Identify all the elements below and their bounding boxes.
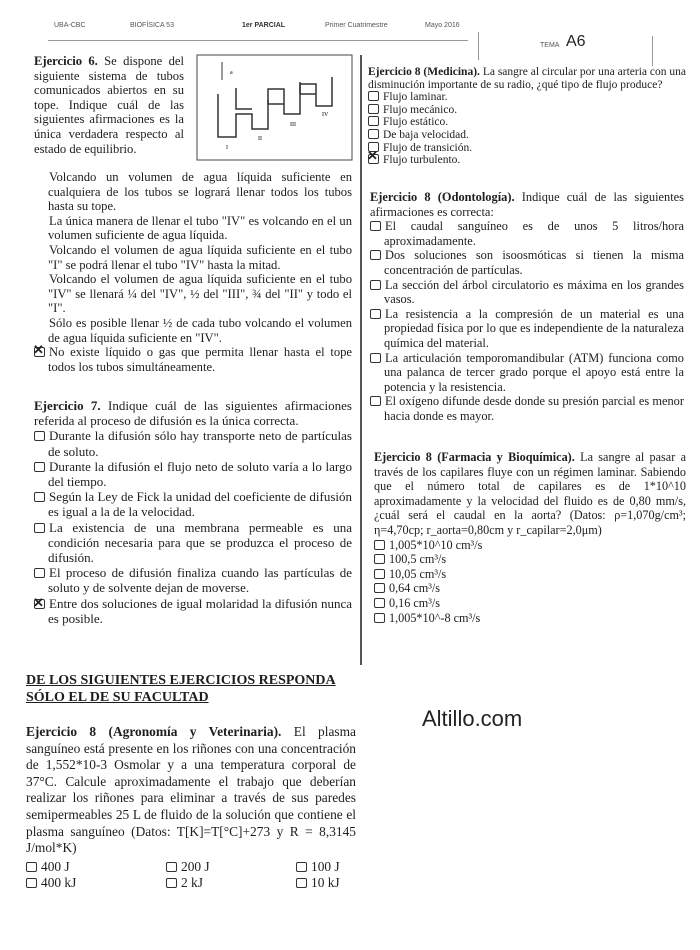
- option-text: Volcando un volumen de agua líquida suficiente en cualquiera de los tubos se logrará llenar todos los tubos hasta su tope.: [48, 170, 352, 214]
- checkbox[interactable]: [374, 540, 385, 550]
- header-exam: 1er PARCIAL: [242, 22, 286, 29]
- ej8-farma-intro: La sangre al pasar a través de los capilares fluye con un régimen laminar. Sabiendo que el número total de capilares es de 1*10^10 aproximadamente y la velocidad del fluido es de 0,80 mm/s, ¿cuál será el caudal en la aorta? (Datos: ρ=1,070g/cm³; η=4,70cp; r_aorta=0,80cm y r_capilar=2,0μm): [374, 450, 686, 537]
- ej8-med-option-marked[interactable]: [368, 154, 686, 167]
- checkbox[interactable]: [34, 568, 45, 578]
- ej6-option[interactable]: [34, 316, 352, 345]
- header-course: BIOFÍSICA 53: [130, 22, 174, 29]
- ej6-option[interactable]: [34, 272, 352, 316]
- header-divider: [652, 36, 653, 66]
- ej8-odonto-intro: Indique cuál de las siguientes afirmaciones es correcta:: [370, 190, 684, 219]
- option-text: Según la Ley de Fick la unidad del coeficiente de difusión es igual a la de la velocidad.: [48, 489, 352, 520]
- ej7-option[interactable]: [34, 428, 352, 458]
- ej8-farma-option[interactable]: [374, 581, 686, 596]
- option-text: Durante la difusión sólo hay transporte neto de partículas de soluto.: [48, 428, 352, 459]
- checkbox[interactable]: [166, 878, 177, 888]
- ej6-option[interactable]: [34, 170, 352, 214]
- diagram-label: III: [290, 122, 296, 128]
- ej8-agro-intro: El plasma sanguíneo está presente en los riñones con una concentración de 1,552*10-3 Osmolar y a una temperatura corporal de 37°C. Calcule aproximadamente el trabajo que deberían realizar los riñones para eliminar a través de sus paredes semipermeables 25 L de fluido de la solución que contiene el plasma sanguíneo (Datos: T[K]=T[°C]+273 y R = 8,3145 J/mol*K): [26, 724, 356, 856]
- header-divider: [478, 32, 479, 60]
- ej8-med-option[interactable]: [368, 104, 686, 117]
- ej8-odonto-option[interactable]: [370, 248, 684, 277]
- watermark: Altillo.com: [422, 706, 523, 731]
- option-text: Flujo turbulento.: [383, 154, 461, 167]
- option-text: Sólo es posible llenar ½ de cada tubo volcando el volumen de agua líquida suficiente en "IV".: [48, 315, 352, 345]
- checkbox[interactable]: [374, 598, 385, 608]
- checkbox[interactable]: [370, 309, 381, 319]
- ej8-farma-title: Ejercicio 8 (Farmacia y Bioquímica).: [374, 450, 575, 464]
- option-text: 400 J: [41, 858, 70, 874]
- ej8-agro-title: Ejercicio 8 (Agronomía y Veterinaria).: [26, 724, 282, 739]
- ej8-agro-option[interactable]: [296, 875, 356, 892]
- ej8-agro-option[interactable]: [26, 875, 166, 892]
- diagram-frame: [197, 55, 352, 160]
- ej8-odonto-option[interactable]: [370, 351, 684, 395]
- option-text: Dos soluciones son isoosmóticas si tienen la misma concentración de partículas.: [384, 248, 684, 277]
- ej7-intro: Indique cuál de las siguientes afirmaciones referida al proceso de difusión es la única correcta.: [34, 398, 352, 429]
- ej8-med-option[interactable]: [368, 116, 686, 129]
- ej7-option[interactable]: [34, 459, 352, 489]
- ej6-intro: Se dispone del siguiente sistema de tubos comunicados abiertos en su tope. Indique cuál de las siguientes afirmaciones es la única verdadera respecto al estado de equilibrio.: [34, 54, 184, 156]
- ej7-option[interactable]: [34, 565, 352, 595]
- ej8-agro-option[interactable]: [296, 859, 356, 876]
- option-text: 100,5 cm³/s: [389, 552, 447, 567]
- checkbox[interactable]: [34, 431, 45, 441]
- checkbox[interactable]: [34, 216, 45, 226]
- option-text: La sección del árbol circulatorio es máxima en los grandes vasos.: [384, 277, 684, 307]
- checkbox[interactable]: [34, 523, 45, 533]
- option-text: El proceso de difusión finaliza cuando las partículas de soluto y de solvente dejan de moverse.: [48, 565, 352, 596]
- ej7-block: [34, 398, 352, 626]
- ej7-option[interactable]: [34, 489, 352, 519]
- tema-value: A6: [566, 33, 586, 50]
- ej6-options: [34, 170, 352, 374]
- ej6-title: Ejercicio 6.: [34, 54, 98, 68]
- option-text: 10,05 cm³/s: [389, 566, 447, 581]
- checkbox[interactable]: [368, 104, 379, 114]
- ej6-intro-block: [34, 54, 184, 156]
- checkbox[interactable]: [374, 569, 385, 579]
- checkbox-checked[interactable]: [34, 599, 45, 609]
- option-text: Durante la difusión el flujo neto de soluto varía a lo largo del tiempo.: [48, 458, 352, 490]
- ej7-option-marked[interactable]: [34, 596, 352, 626]
- option-text: El oxígeno difunde desde donde su presión parcial es menor hacia donde es mayor.: [384, 394, 684, 423]
- ej8-odonto-option[interactable]: [370, 394, 684, 423]
- header-term: Primer Cuatrimestre: [325, 22, 388, 29]
- diagram-label: I: [226, 145, 228, 151]
- ej8-med-option[interactable]: [368, 142, 686, 155]
- ej7-option[interactable]: [34, 520, 352, 566]
- option-text: 100 J: [311, 858, 340, 874]
- ej8-med-block: [368, 66, 686, 167]
- checkbox-checked[interactable]: [34, 347, 45, 357]
- ej8-agro-option[interactable]: [26, 859, 166, 876]
- ej8-farma-option[interactable]: [374, 552, 686, 567]
- checkbox[interactable]: [34, 492, 45, 502]
- diagram-label: a: [230, 70, 233, 76]
- option-text: Volcando el volumen de agua líquida suficiente en el tubo "IV" se llenará ¼ del "IV", ½ del "III", ¾ del "II" y todo el "I".: [48, 272, 352, 316]
- ej8-farma-option[interactable]: [374, 567, 686, 582]
- ej8-odonto-option[interactable]: [370, 219, 684, 248]
- option-text: 0,16 cm³/s: [389, 595, 441, 610]
- checkbox[interactable]: [296, 878, 307, 888]
- option-text: 2 kJ: [181, 875, 203, 891]
- ej8-agro-options: [26, 859, 356, 892]
- ej7-title: Ejercicio 7.: [34, 398, 101, 413]
- option-text: El caudal sanguíneo es de unos 5 litros/hora aproximadamente.: [384, 219, 684, 248]
- checkbox[interactable]: [370, 353, 381, 363]
- ej8-odonto-option[interactable]: [370, 278, 684, 307]
- checkbox[interactable]: [26, 862, 37, 872]
- ej8-farma-block: [374, 450, 686, 625]
- ej8-med-option[interactable]: [368, 129, 686, 142]
- option-text: De baja velocidad.: [383, 128, 469, 141]
- checkbox[interactable]: [368, 91, 379, 101]
- checkbox[interactable]: [370, 396, 381, 406]
- option-text: Entre dos soluciones de igual molaridad la difusión nunca es posible.: [48, 595, 352, 626]
- option-text: Volcando el volumen de agua líquida suficiente en el tubo "I" se podrá llenar el tubo "IV" hasta la mitad.: [48, 242, 352, 272]
- checkbox[interactable]: [374, 554, 385, 564]
- ej8-odonto-block: [370, 190, 684, 424]
- ej8-agro-option[interactable]: [166, 875, 296, 892]
- option-text: No existe líquido o gas que permita llenar hasta el tope todos los tubos simultáneamente.: [48, 345, 352, 374]
- option-text: Flujo mecánico.: [383, 103, 458, 116]
- ej8-odonto-title: Ejercicio 8 (Odontología).: [370, 190, 515, 204]
- option-text: La única manera de llenar el tubo "IV" es volcando en el un volumen suficiente de agua líquida.: [48, 213, 352, 243]
- checkbox[interactable]: [34, 172, 45, 182]
- checkbox[interactable]: [34, 274, 45, 284]
- ej8-agro-option[interactable]: [166, 859, 296, 876]
- checkbox[interactable]: [374, 583, 385, 593]
- ej8-farma-option[interactable]: [374, 538, 686, 553]
- option-text: Flujo laminar.: [383, 91, 448, 104]
- option-text: 1,005*10^10 cm³/s: [389, 537, 483, 552]
- section-title: DE LOS SIGUIENTES EJERCICIOS RESPONDA SÓLO EL DE SU FACULTAD: [26, 673, 336, 705]
- option-text: 0,64 cm³/s: [389, 581, 441, 596]
- checkbox[interactable]: [34, 462, 45, 472]
- ej6-option-marked[interactable]: [34, 345, 352, 374]
- ej8-med-title: Ejercicio 8 (Medicina).: [368, 66, 480, 78]
- checkbox[interactable]: [370, 221, 381, 231]
- option-text: 1,005*10^-8 cm³/s: [389, 610, 481, 625]
- ej8-farma-option[interactable]: [374, 611, 686, 626]
- ej6-option[interactable]: [34, 243, 352, 272]
- tubes-diagram: [196, 54, 354, 162]
- ej8-med-option[interactable]: [368, 91, 686, 104]
- option-text: La resistencia a la compresión de un material es una propiedad física por lo que es independiente de la naturaleza química del material.: [384, 306, 684, 350]
- option-text: La existencia de una membrana permeable es una condición necesaria para que se produzca el proceso de difusión.: [48, 519, 352, 566]
- checkbox[interactable]: [374, 613, 385, 623]
- ej8-farma-option[interactable]: [374, 596, 686, 611]
- tema-label: TEMA: [540, 42, 560, 49]
- column-divider: [360, 55, 362, 665]
- tubes: [218, 77, 332, 137]
- checkbox[interactable]: [296, 862, 307, 872]
- checkbox[interactable]: [370, 280, 381, 290]
- checkbox[interactable]: [26, 878, 37, 888]
- option-text: 200 J: [181, 858, 210, 874]
- ej8-med-intro: La sangre al circular por una arteria con una disminución importante de su radio, ¿qué tipo de flujo produce?: [368, 66, 686, 91]
- diagram-label: II: [258, 136, 262, 142]
- header-university: UBA-CBC: [54, 22, 86, 29]
- checkbox[interactable]: [34, 245, 45, 255]
- checkbox[interactable]: [368, 129, 379, 139]
- checkbox[interactable]: [368, 116, 379, 126]
- checkbox[interactable]: [34, 318, 45, 328]
- checkbox[interactable]: [166, 862, 177, 872]
- option-text: Flujo de transición.: [383, 141, 473, 154]
- checkbox[interactable]: [370, 250, 381, 260]
- header-line: [48, 40, 468, 41]
- ej8-odonto-option[interactable]: [370, 307, 684, 351]
- header-date: Mayo 2016: [425, 22, 460, 29]
- ej6-option[interactable]: [34, 214, 352, 243]
- checkbox-checked[interactable]: [368, 154, 379, 164]
- diagram-label: IV: [322, 112, 329, 118]
- option-text: Flujo estático.: [383, 116, 449, 129]
- option-text: La articulación temporomandibular (ATM) funciona como una palanca de tercer grado porque el apoyo está entre la potencia y la resistencia.: [384, 350, 684, 394]
- ej8-agro-block: [26, 724, 356, 892]
- option-text: 400 kJ: [41, 875, 77, 891]
- option-text: 10 kJ: [311, 875, 340, 891]
